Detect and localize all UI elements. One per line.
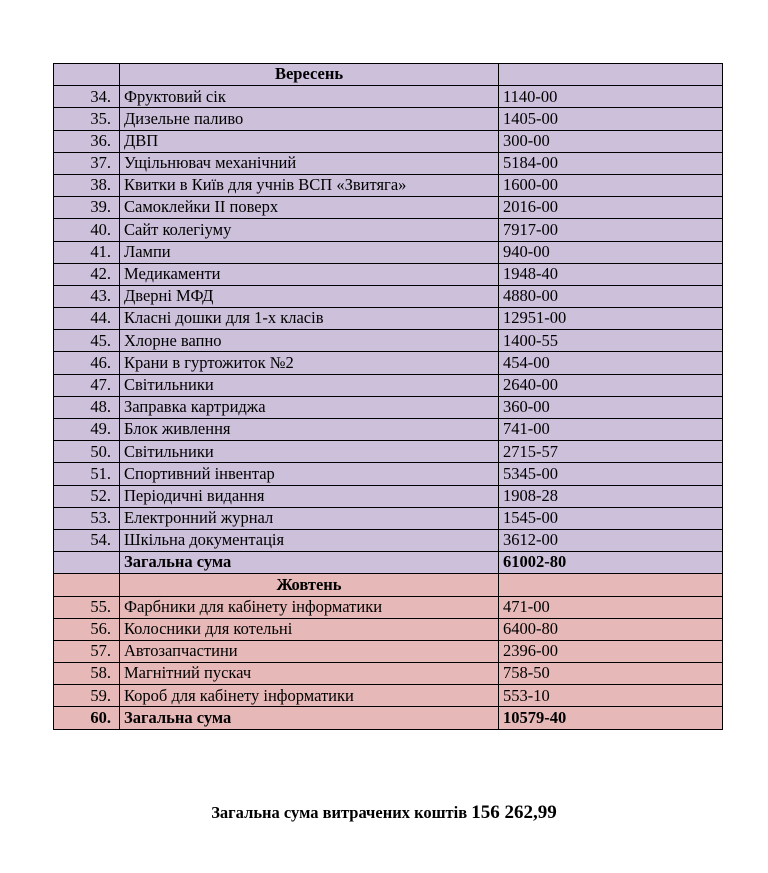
september-header-row: [54, 64, 723, 86]
row-amount: 5345-00: [499, 463, 723, 485]
row-item-name: Спортивний інвентар: [120, 463, 499, 485]
row-number: 42.: [54, 263, 120, 285]
row-number: 51.: [54, 463, 120, 485]
september-header-amount-cell: [499, 64, 723, 86]
row-number: 43.: [54, 285, 120, 307]
row-item-name: Заправка картриджа: [120, 396, 499, 418]
table-row: [54, 108, 723, 130]
row-item-name: Короб для кабінету інформатики: [120, 685, 499, 707]
row-amount: 1140-00: [499, 86, 723, 108]
grand-total-line: [0, 802, 768, 824]
row-number: 54.: [54, 529, 120, 551]
row-amount: 2016-00: [499, 197, 723, 219]
table-row: [54, 263, 723, 285]
october-header-amount-cell: [499, 574, 723, 596]
table-row: [54, 285, 723, 307]
row-number: 34.: [54, 86, 120, 108]
table-row: [54, 596, 723, 618]
october-title: Жовтень: [120, 574, 499, 596]
expenses-table-body: [54, 64, 723, 730]
row-number: 59.: [54, 685, 120, 707]
row-amount: 758-50: [499, 663, 723, 685]
table-row: [54, 374, 723, 396]
row-number: 41.: [54, 241, 120, 263]
row-number: 45.: [54, 330, 120, 352]
row-item-name: Ущільнювач механічний: [120, 152, 499, 174]
row-item-name: Шкільна документація: [120, 529, 499, 551]
row-item-name: Колосники для котельні: [120, 618, 499, 640]
row-item-name: Дизельне паливо: [120, 108, 499, 130]
table-row: [54, 352, 723, 374]
row-item-name: Дверні МФД: [120, 285, 499, 307]
table-row: [54, 507, 723, 529]
row-number: 48.: [54, 396, 120, 418]
october-total-row: [54, 707, 723, 729]
row-number: 52.: [54, 485, 120, 507]
row-amount: 1545-00: [499, 507, 723, 529]
table-row: [54, 130, 723, 152]
row-number: 44.: [54, 308, 120, 330]
row-number: 53.: [54, 507, 120, 529]
row-number: 46.: [54, 352, 120, 374]
row-item-name: Квитки в Київ для учнів ВСП «Звитяга»: [120, 174, 499, 196]
row-number: 55.: [54, 596, 120, 618]
row-amount: 6400-80: [499, 618, 723, 640]
row-item-name: Сайт колегіуму: [120, 219, 499, 241]
september-total-amount: 61002-80: [499, 552, 723, 574]
october-total-amount: 10579-40: [499, 707, 723, 729]
row-item-name: Лампи: [120, 241, 499, 263]
table-row: [54, 441, 723, 463]
row-item-name: Самоклейки ІІ поверх: [120, 197, 499, 219]
row-number: 38.: [54, 174, 120, 196]
row-item-name: Періодичні видання: [120, 485, 499, 507]
row-number: 37.: [54, 152, 120, 174]
row-amount: 741-00: [499, 419, 723, 441]
september-title: Вересень: [120, 64, 499, 86]
row-amount: 553-10: [499, 685, 723, 707]
row-amount: 5184-00: [499, 152, 723, 174]
row-number: 40.: [54, 219, 120, 241]
table-row: [54, 618, 723, 640]
row-item-name: Класні дошки для 1-х класів: [120, 308, 499, 330]
row-item-name: Електронний журнал: [120, 507, 499, 529]
table-row: [54, 219, 723, 241]
row-amount: 454-00: [499, 352, 723, 374]
row-item-name: Блок живлення: [120, 419, 499, 441]
row-item-name: Хлорне вапно: [120, 330, 499, 352]
september-total-number: [54, 552, 120, 574]
table-row: [54, 86, 723, 108]
october-header-row: [54, 574, 723, 596]
row-item-name: ДВП: [120, 130, 499, 152]
table-row: [54, 396, 723, 418]
row-amount: 2640-00: [499, 374, 723, 396]
table-row: [54, 152, 723, 174]
table-row: [54, 463, 723, 485]
table-row: [54, 529, 723, 551]
row-amount: 300-00: [499, 130, 723, 152]
row-item-name: Світильники: [120, 441, 499, 463]
row-amount: 2396-00: [499, 640, 723, 662]
row-item-name: Фарбники для кабінету інформатики: [120, 596, 499, 618]
row-amount: 1948-40: [499, 263, 723, 285]
table-row: [54, 640, 723, 662]
row-amount: 3612-00: [499, 529, 723, 551]
october-total-label: Загальна сума: [120, 707, 499, 729]
row-number: 50.: [54, 441, 120, 463]
table-row: [54, 330, 723, 352]
row-amount: 1400-55: [499, 330, 723, 352]
table-row: [54, 241, 723, 263]
row-amount: 1405-00: [499, 108, 723, 130]
row-amount: 940-00: [499, 241, 723, 263]
row-number: 39.: [54, 197, 120, 219]
table-row: [54, 197, 723, 219]
table-row: [54, 419, 723, 441]
table-row: [54, 663, 723, 685]
row-amount: 7917-00: [499, 219, 723, 241]
row-amount: 2715-57: [499, 441, 723, 463]
row-item-name: Крани в гуртожиток №2: [120, 352, 499, 374]
row-number: 35.: [54, 108, 120, 130]
september-total-row: [54, 552, 723, 574]
row-amount: 12951-00: [499, 308, 723, 330]
row-amount: 360-00: [499, 396, 723, 418]
table-row: [54, 485, 723, 507]
row-number: 56.: [54, 618, 120, 640]
row-number: 47.: [54, 374, 120, 396]
table-row: [54, 685, 723, 707]
row-item-name: Медикаменти: [120, 263, 499, 285]
october-total-number: 60.: [54, 707, 120, 729]
row-amount: 1908-28: [499, 485, 723, 507]
grand-total-amount: 156 262,99: [471, 802, 557, 823]
row-item-name: Фруктовий сік: [120, 86, 499, 108]
row-amount: 1600-00: [499, 174, 723, 196]
row-amount: 471-00: [499, 596, 723, 618]
table-row: [54, 308, 723, 330]
row-amount: 4880-00: [499, 285, 723, 307]
row-item-name: Світильники: [120, 374, 499, 396]
september-total-label: Загальна сума: [120, 552, 499, 574]
row-number: 57.: [54, 640, 120, 662]
expenses-table: [53, 63, 723, 730]
table-row: [54, 174, 723, 196]
row-item-name: Автозапчастини: [120, 640, 499, 662]
row-number: 36.: [54, 130, 120, 152]
september-header-num-cell: [54, 64, 120, 86]
row-number: 49.: [54, 419, 120, 441]
october-header-num-cell: [54, 574, 120, 596]
grand-total-label: Загальна сума витрачених коштів: [211, 803, 468, 822]
row-number: 58.: [54, 663, 120, 685]
row-item-name: Магнітний пускач: [120, 663, 499, 685]
